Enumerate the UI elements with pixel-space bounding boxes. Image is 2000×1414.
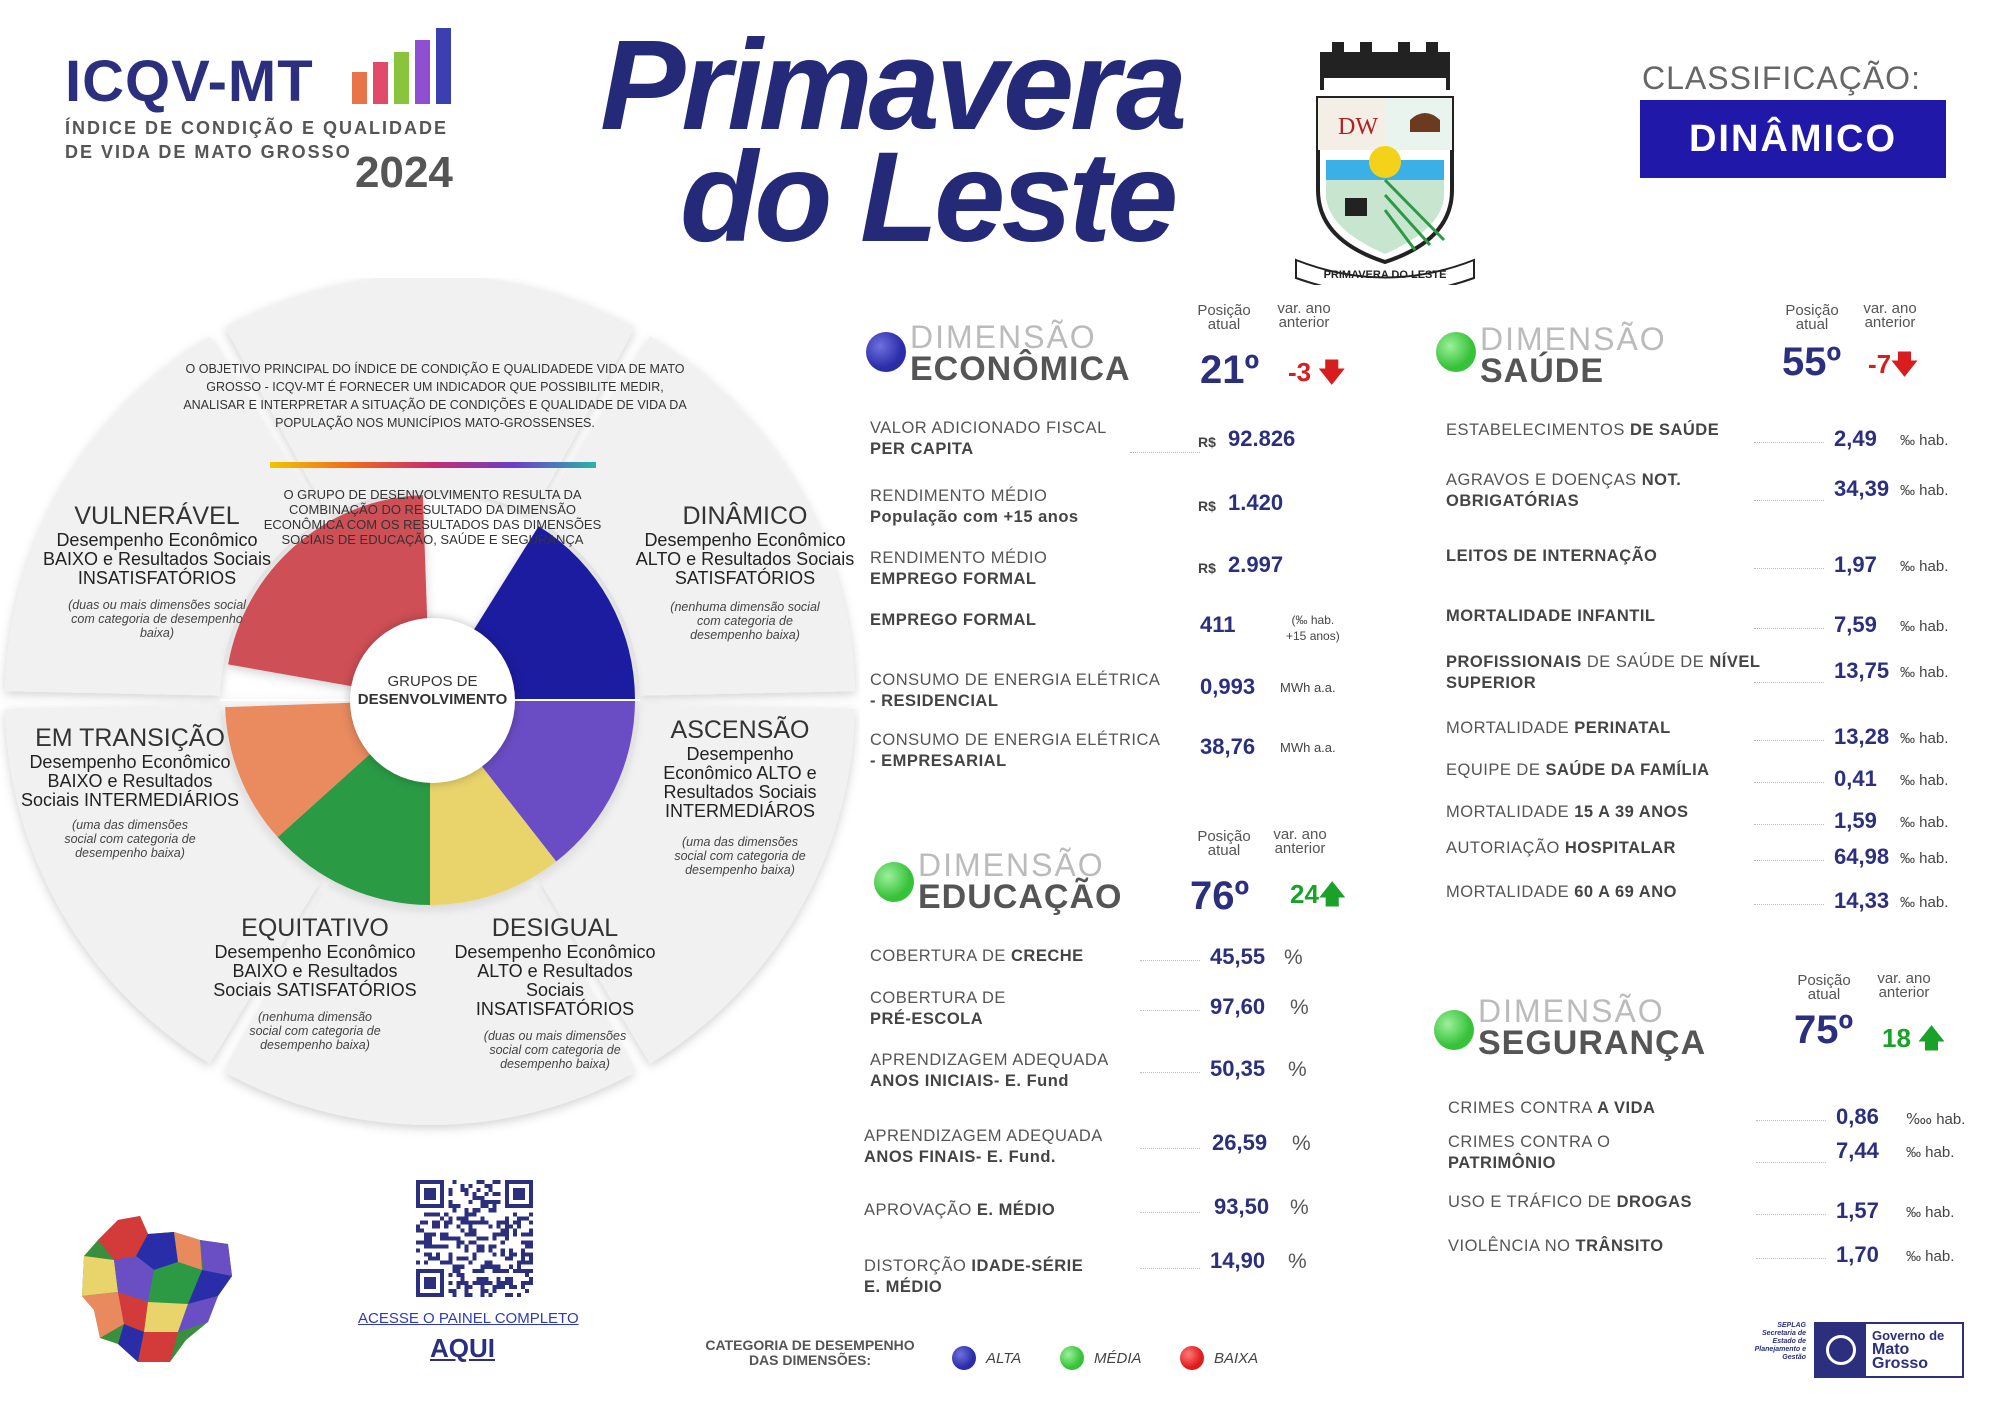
legend-dot-media bbox=[1060, 1346, 1084, 1370]
group-name: ASCENSÃO bbox=[670, 716, 810, 744]
item-unit: ‱ hab. bbox=[1906, 1111, 1966, 1128]
qr-code-icon[interactable] bbox=[416, 1180, 533, 1297]
position-value: 21º bbox=[1200, 348, 1260, 392]
leader-line bbox=[1756, 1214, 1826, 1215]
dimension-label: DIMENSÃO bbox=[918, 847, 1105, 883]
leader-line bbox=[1754, 860, 1824, 861]
item-label: COBERTURA DE PRÉ-ESCOLA bbox=[870, 989, 1006, 1028]
gov-line-1: Governo de bbox=[1872, 1328, 1945, 1343]
dimension-label: DIMENSÃO bbox=[910, 319, 1097, 355]
group-name: VULNERÁVEL bbox=[74, 502, 240, 530]
item-value: 14,33 bbox=[1834, 888, 1890, 913]
item-value: 2,49 bbox=[1834, 426, 1877, 451]
item-value: 1,57 bbox=[1836, 1198, 1879, 1223]
group-note: (uma das dimensões social com categoria de desempenho baixa) bbox=[64, 818, 196, 860]
item-label: ESTABELECIMENTOS DE SAÚDE bbox=[1446, 421, 1720, 439]
item-unit: ‰ hab. bbox=[1900, 772, 1949, 789]
dimension-name: SAÚDE bbox=[1480, 352, 1605, 390]
leader-line bbox=[1756, 1162, 1826, 1163]
arrow-down-icon: 🡇 bbox=[1891, 349, 1918, 379]
item-unit: % bbox=[1288, 1250, 1307, 1273]
item-label: PROFISSIONAIS DE SAÚDE DE NÍVEL SUPERIOR bbox=[1446, 653, 1761, 692]
leader-line bbox=[1754, 568, 1824, 569]
variation-value: 24🡅 bbox=[1290, 879, 1346, 909]
dimension-label: DIMENSÃO bbox=[1480, 321, 1667, 357]
item-value: 411 bbox=[1200, 612, 1236, 637]
group-name: DESIGUAL bbox=[491, 914, 619, 942]
item-value: 38,76 bbox=[1200, 734, 1256, 759]
group-name: EM TRANSIÇÃO bbox=[35, 724, 225, 752]
item-unit: ‰ hab. bbox=[1900, 850, 1949, 867]
item-unit: MWh a.a. bbox=[1280, 680, 1336, 695]
item-label: MORTALIDADE INFANTIL bbox=[1446, 607, 1656, 625]
leader-line bbox=[1754, 740, 1824, 741]
item-value: 1,97 bbox=[1834, 552, 1877, 577]
mt-flag-icon bbox=[1816, 1324, 1866, 1376]
item-value: 97,60 bbox=[1210, 994, 1266, 1019]
crest-ribbon-text: PRIMAVERA DO LESTE bbox=[1323, 269, 1447, 281]
leader-line bbox=[1130, 452, 1200, 453]
legend-dot-baixa bbox=[1180, 1346, 1204, 1370]
item-unit: % bbox=[1290, 996, 1309, 1019]
gov-line-2: Mato bbox=[1872, 1341, 1910, 1358]
item-unit: ‰ hab. bbox=[1900, 730, 1949, 747]
city-line-1: Primavera bbox=[600, 14, 1184, 157]
group-desc: Desempenho Econômico ALTO e Resultados Sociais INTERMEDIÁROS bbox=[663, 744, 817, 821]
item-label: APRENDIZAGEM ADEQUADA ANOS INICIAIS- E. Fund bbox=[870, 1051, 1109, 1090]
logo-title: ICQV-MT bbox=[65, 49, 314, 114]
legend-title: CATEGORIA DE DESEMPENHO DAS DIMENSÕES: bbox=[705, 1337, 915, 1368]
item-unit: (‰ hab. +15 anos) bbox=[1286, 613, 1340, 643]
logo-year: 2024 bbox=[355, 148, 453, 197]
group-note: (nenhuma dimensão social com categoria de desempenho baixa) bbox=[249, 1010, 381, 1052]
item-value: 14,90 bbox=[1210, 1248, 1266, 1273]
group-em-transicao bbox=[20, 724, 240, 860]
city-crest-icon bbox=[1290, 30, 1480, 285]
wheel-group-text: O GRUPO DE DESENVOLVIMENTO RESULTA DA COMBINAÇÃO DO RESULTADO DA DIMENSÃO ECONÔMICA COM OS RESULTADOS DAS DIMENSÕES SOCIAIS DE EDUCAÇÃO, SAÚDE E SEGURANÇA bbox=[263, 487, 602, 547]
government-logo bbox=[1814, 1322, 1964, 1378]
legend-label-alta: ALTA bbox=[986, 1350, 1022, 1367]
arrow-up-icon: 🡅 bbox=[1918, 1023, 1945, 1053]
category-dot-icon bbox=[1436, 332, 1476, 372]
item-label: DISTORÇÃO IDADE-SÉRIE E. MÉDIO bbox=[864, 1257, 1084, 1296]
group-desc: Desempenho Econômico BAIXO e Resultados Sociais INSATISFATÓRIOS bbox=[42, 530, 272, 588]
group-desc: Desempenho Econômico ALTO e Resultados Sociais INSATISFATÓRIOS bbox=[454, 942, 656, 1019]
item-unit: ‰ hab. bbox=[1900, 814, 1949, 831]
hub-line-1: GRUPOS DE bbox=[387, 673, 478, 690]
item-unit: ‰ hab. bbox=[1900, 558, 1949, 575]
legend-dot-alta bbox=[952, 1346, 976, 1370]
item-label: APROVAÇÃO E. MÉDIO bbox=[864, 1201, 1056, 1219]
item-label: CONSUMO DE ENERGIA ELÉTRICA - RESIDENCIAL bbox=[870, 671, 1161, 710]
item-label: RENDIMENTO MÉDIO EMPREGO FORMAL bbox=[870, 549, 1048, 588]
group-desc: Desempenho Econômico BAIXO e Resultados Sociais SATISFATÓRIOS bbox=[213, 942, 417, 1000]
category-dot-icon bbox=[874, 862, 914, 902]
item-unit: % bbox=[1288, 1058, 1307, 1081]
leader-line bbox=[1140, 1010, 1200, 1011]
item-label: CONSUMO DE ENERGIA ELÉTRICA - EMPRESARIAL bbox=[870, 731, 1161, 770]
group-note: (duas ou mais dimensões social com categoria de desempenho baixa) bbox=[483, 1029, 627, 1071]
item-label: VALOR ADICIONADO FISCAL PER CAPITA bbox=[870, 419, 1107, 458]
item-label: MORTALIDADE 15 A 39 ANOS bbox=[1446, 803, 1689, 821]
item-label: LEITOS DE INTERNAÇÃO bbox=[1446, 547, 1658, 565]
wheel-intro-text: O OBJETIVO PRINCIPAL DO ÍNDICE DE CONDIÇÃO E QUALIDADEDE VIDA DE MATO GROSSO - ICQV-MT É FORNECER UM INDICADOR QUE POSSIBILITE MEDIR, ANALISAR E INTERPRETAR A SITUAÇÃO DE CONDIÇÕES E QUALIDADE DE VIDA DA POPULAÇÃO NOS MUNICÍPIOS MATO-GROSSENSES. bbox=[183, 362, 687, 430]
item-unit: ‰ hab. bbox=[1900, 432, 1949, 449]
variation-value: 18 🡅 bbox=[1882, 1023, 1945, 1053]
item-label: MORTALIDADE PERINATAL bbox=[1446, 719, 1671, 737]
hub-line-2: DESENVOLVIMENTO bbox=[357, 691, 508, 708]
svg-text:DW: DW bbox=[1338, 114, 1378, 140]
group-name: EQUITATIVO bbox=[241, 914, 389, 942]
item-label: CRIMES CONTRA A VIDA bbox=[1448, 1099, 1656, 1117]
leader-line bbox=[1754, 824, 1824, 825]
leader-line bbox=[1756, 1120, 1826, 1121]
leader-line bbox=[1754, 782, 1824, 783]
item-unit: % bbox=[1290, 1196, 1309, 1219]
dimension-name: SEGURANÇA bbox=[1478, 1024, 1707, 1062]
dimension-name: ECONÔMICA bbox=[910, 350, 1131, 388]
legend-label-baixa: BAIXA bbox=[1214, 1350, 1259, 1367]
logo-bars-icon bbox=[352, 28, 456, 104]
item-value: 26,59 bbox=[1212, 1130, 1268, 1155]
group-desigual bbox=[450, 914, 660, 1071]
item-value: 50,35 bbox=[1210, 1056, 1266, 1081]
city-name bbox=[600, 14, 1184, 269]
legend-label-media: MÉDIA bbox=[1094, 1350, 1142, 1367]
item-value: 45,55 bbox=[1210, 944, 1266, 969]
group-note: (duas ou mais dimensões social com categoria de desempenho baixa) bbox=[68, 598, 246, 640]
position-label: Posição atual bbox=[1785, 302, 1839, 333]
leader-line bbox=[1754, 682, 1824, 683]
aqui-link[interactable]: AQUI bbox=[430, 1333, 495, 1363]
panel-link[interactable]: ACESSE O PAINEL COMPLETO bbox=[358, 1310, 579, 1327]
category-dot-icon bbox=[866, 332, 906, 372]
item-value: 0,993 bbox=[1200, 674, 1256, 699]
item-label: MORTALIDADE 60 A 69 ANO bbox=[1446, 883, 1677, 901]
item-label: CRIMES CONTRA O PATRIMÔNIO bbox=[1448, 1133, 1611, 1172]
variation-label: var. ano anterior bbox=[1273, 826, 1327, 857]
dimension-name: EDUCAÇÃO bbox=[918, 878, 1123, 916]
leader-line bbox=[1754, 628, 1824, 629]
item-unit: ‰ hab. bbox=[1906, 1144, 1955, 1161]
item-value: 92.826 bbox=[1228, 426, 1296, 451]
item-value: 7,44 bbox=[1836, 1138, 1879, 1163]
group-note: (nenhuma dimensão social com categoria de desempenho baixa) bbox=[670, 600, 820, 642]
leader-line bbox=[1756, 1258, 1826, 1259]
item-label: COBERTURA DE CRECHE bbox=[870, 947, 1084, 965]
item-label: EMPREGO FORMAL bbox=[870, 611, 1037, 629]
category-dot-icon bbox=[1434, 1010, 1474, 1050]
logo-subtitle: ÍNDICE DE CONDIÇÃO E QUALIDADE DE VIDA DE MATO GROSSO bbox=[65, 118, 449, 162]
seplag-label: SEPLAG Secretaria de Estado de Planejamento e Gestão bbox=[1754, 1322, 1806, 1361]
item-unit: ‰ hab. bbox=[1900, 618, 1949, 635]
item-unit: ‰ hab. bbox=[1906, 1204, 1955, 1221]
item-unit: ‰ hab. bbox=[1900, 894, 1949, 911]
position-label: Posição atual bbox=[1797, 972, 1851, 1003]
variation-label: var. ano anterior bbox=[1277, 300, 1331, 331]
dimension-economica bbox=[860, 300, 1380, 780]
position-label: Posição atual bbox=[1197, 302, 1251, 333]
item-unit: MWh a.a. bbox=[1280, 740, 1336, 755]
arrow-down-icon: 🡇 bbox=[1318, 357, 1346, 387]
wheel-hub bbox=[350, 618, 515, 783]
mato-grosso-map-icon bbox=[78, 1212, 236, 1370]
item-label: VIOLÊNCIA NO TRÂNSITO bbox=[1448, 1237, 1664, 1255]
item-value: 1,59 bbox=[1834, 808, 1877, 833]
leader-line bbox=[1140, 1072, 1200, 1073]
group-vulneravel bbox=[42, 502, 272, 640]
dimension-label: DIMENSÃO bbox=[1478, 993, 1665, 1029]
leader-line bbox=[1754, 442, 1824, 443]
dimension-educacao bbox=[860, 820, 1380, 1300]
position-value: 75º bbox=[1794, 1008, 1854, 1052]
item-value: 0,41 bbox=[1834, 766, 1877, 791]
leader-line bbox=[1140, 1148, 1200, 1149]
group-desc: Desempenho Econômico ALTO e Resultados Sociais SATISFATÓRIOS bbox=[635, 530, 855, 588]
group-name: DINÂMICO bbox=[682, 502, 808, 530]
position-value: 55º bbox=[1782, 340, 1842, 384]
item-unit: ‰ hab. bbox=[1900, 664, 1949, 681]
item-label: RENDIMENTO MÉDIO População com +15 anos bbox=[870, 487, 1079, 526]
item-unit: ‰ hab. bbox=[1900, 482, 1949, 499]
item-value: 0,86 bbox=[1836, 1104, 1879, 1129]
classification-badge: DINÂMICO bbox=[1640, 100, 1946, 178]
item-label: AUTORIAÇÃO HOSPITALAR bbox=[1446, 839, 1676, 857]
item-value: 64,98 bbox=[1834, 844, 1890, 869]
position-value: 76º bbox=[1190, 874, 1250, 918]
item-unit: % bbox=[1284, 946, 1303, 969]
item-value: 34,39 bbox=[1834, 476, 1890, 501]
group-dinamico bbox=[630, 502, 860, 642]
leader-line bbox=[1140, 960, 1200, 961]
item-label: EQUIPE DE SAÚDE DA FAMÍLIA bbox=[1446, 761, 1710, 779]
currency: R$ bbox=[1198, 560, 1216, 576]
item-unit: % bbox=[1292, 1132, 1311, 1155]
item-label: APRENDIZAGEM ADEQUADA ANOS FINAIS- E. Fund. bbox=[864, 1127, 1103, 1166]
group-ascensao bbox=[640, 716, 840, 877]
item-value: 1,70 bbox=[1836, 1242, 1879, 1267]
leader-line bbox=[1754, 500, 1824, 501]
city-line-2: do Leste bbox=[680, 126, 1175, 269]
currency: R$ bbox=[1198, 498, 1216, 514]
group-equitativo bbox=[210, 914, 420, 1052]
currency: R$ bbox=[1198, 434, 1216, 450]
item-label: USO E TRÁFICO DE DROGAS bbox=[1448, 1193, 1693, 1211]
item-value: 13,75 bbox=[1834, 658, 1890, 683]
leader-line bbox=[1754, 904, 1824, 905]
gradient-divider bbox=[270, 462, 596, 468]
position-label: Posição atual bbox=[1197, 828, 1251, 859]
item-value: 93,50 bbox=[1214, 1194, 1270, 1219]
group-desc: Desempenho Econômico BAIXO e Resultados Sociais INTERMEDIÁRIOS bbox=[20, 752, 240, 810]
arrow-up-icon: 🡅 bbox=[1318, 879, 1346, 909]
leader-line bbox=[1140, 1268, 1200, 1269]
item-label: AGRAVOS E DOENÇAS NOT. OBRIGATÓRIAS bbox=[1446, 471, 1682, 510]
item-value: 7,59 bbox=[1834, 612, 1877, 637]
item-value: 2.997 bbox=[1228, 552, 1284, 577]
item-unit: ‰ hab. bbox=[1906, 1248, 1955, 1265]
variation-value: -3 🡇 bbox=[1288, 357, 1346, 387]
classification-label: CLASSIFICAÇÃO: bbox=[1642, 60, 1921, 96]
item-value: 1.420 bbox=[1228, 490, 1284, 515]
gov-line-3: Grosso bbox=[1872, 1355, 1929, 1372]
variation-label: var. ano anterior bbox=[1877, 970, 1931, 1001]
variation-value: -7🡇 bbox=[1868, 349, 1918, 379]
item-value: 13,28 bbox=[1834, 724, 1890, 749]
leader-line bbox=[1140, 1212, 1200, 1213]
group-note: (uma das dimensões social com categoria de desempenho baixa) bbox=[674, 835, 806, 877]
variation-label: var. ano anterior bbox=[1863, 300, 1917, 331]
